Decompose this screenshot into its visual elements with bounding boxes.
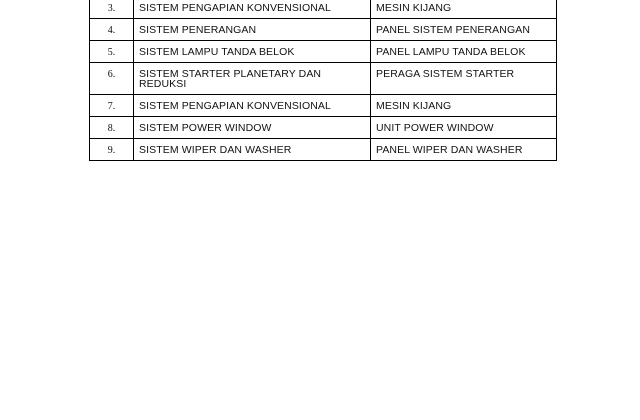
system-name: SISTEM POWER WINDOW — [134, 117, 371, 139]
system-name: SISTEM LAMPU TANDA BELOK — [134, 41, 371, 63]
system-name: SISTEM PENGAPIAN KONVENSIONAL — [134, 95, 371, 117]
table-row — [90, 95, 557, 117]
equipment-name: PANEL LAMPU TANDA BELOK — [371, 41, 557, 63]
table-row — [90, 117, 557, 139]
equipment-name: PANEL WIPER DAN WASHER — [371, 139, 557, 161]
table-row — [90, 41, 557, 63]
table-row — [90, 63, 557, 95]
table-row — [90, 0, 557, 19]
system-name: SISTEM STARTER PLANETARY DAN REDUKSI — [134, 63, 371, 95]
equipment-name: PANEL SISTEM PENERANGAN — [371, 19, 557, 41]
equipment-name: MESIN KIJANG — [371, 95, 557, 117]
row-number: 3. — [90, 0, 134, 19]
row-number: 6. — [90, 63, 134, 95]
row-number: 4. — [90, 19, 134, 41]
system-name: SISTEM WIPER DAN WASHER — [134, 139, 371, 161]
equipment-name: MESIN KIJANG — [371, 0, 557, 19]
system-name: SISTEM PENGAPIAN KONVENSIONAL — [134, 0, 371, 19]
system-name: SISTEM PENERANGAN — [134, 19, 371, 41]
row-number: 8. — [90, 117, 134, 139]
row-number: 7. — [90, 95, 134, 117]
equipment-name: PERAGA SISTEM STARTER — [371, 63, 557, 95]
row-number: 5. — [90, 41, 134, 63]
table-row — [90, 139, 557, 161]
table-row — [90, 19, 557, 41]
equipment-name: UNIT POWER WINDOW — [371, 117, 557, 139]
row-number: 9. — [90, 139, 134, 161]
equipment-table — [89, 0, 557, 161]
